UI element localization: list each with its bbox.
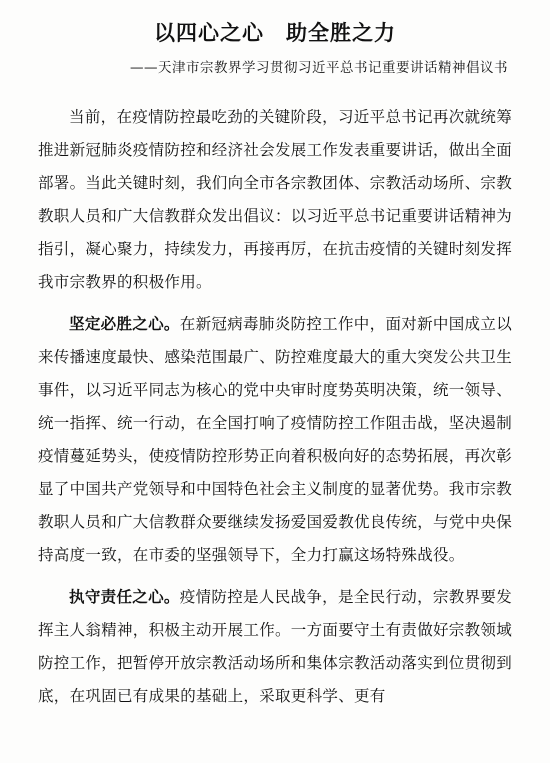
- paragraph-confidence: [38, 307, 512, 572]
- paragraph-intro: [38, 100, 512, 299]
- paragraph-text: 当前，在疫情防控最吃劲的关键阶段，习近平总书记再次就统筹推进新冠肺炎疫情防控和经济社会发展工作发表重要讲话，做出全面部署。当此关键时刻，我们向全市各宗教团体、宗教活动场所、宗教教职人员和广大信教群众发出倡议：以习近平总书记重要讲话精神为指引，凝心聚力，持续发力，再接再厉，在抗击疫情的关键时刻发挥我市宗教界的积极作用。: [38, 108, 513, 291]
- document-title: 以四心之心 助全胜之力: [154, 20, 396, 45]
- document-body: [38, 100, 512, 713]
- paragraph-responsibility: [38, 580, 512, 713]
- paragraph-lead: 执守责任之心。: [69, 587, 180, 606]
- paragraph-text: 疫情防控是人民战争，是全民行动，宗教界要发挥主人翁精神，积极主动开展工作。一方面要守土有责做好宗教领域防控工作，把暂停开放宗教活动场所和集体宗教活动落实到位贯彻到底，在巩固已有成果的基础上，采取更科学、更有: [38, 588, 513, 705]
- paragraph-text: 在新冠病毒肺炎防控工作中，面对新中国成立以来传播速度最快、感染范围最广、防控难度最大的重大突发公共卫生事件，以习近平同志为核心的党中央审时度势英明决策，统一领导、统一指挥、统一行动，在全国打响了疫情防控工作阻击战，坚决遏制疫情蔓延势头，使疫情防控形势正向着积极向好的态势拓展，再次彰显了中国共产党领导和中国特色社会主义制度的显著优势。我市宗教教职人员和广大信教群众要继续发扬爱国爱教优良传统，与党中央保持高度一致，在市委的坚强领导下，全力打赢这场特殊战役。: [38, 315, 513, 564]
- document-subtitle: ——天津市宗教界学习贯彻习近平总书记重要讲话精神倡议书: [130, 60, 508, 76]
- paragraph-lead: 坚定必胜之心。: [69, 314, 180, 333]
